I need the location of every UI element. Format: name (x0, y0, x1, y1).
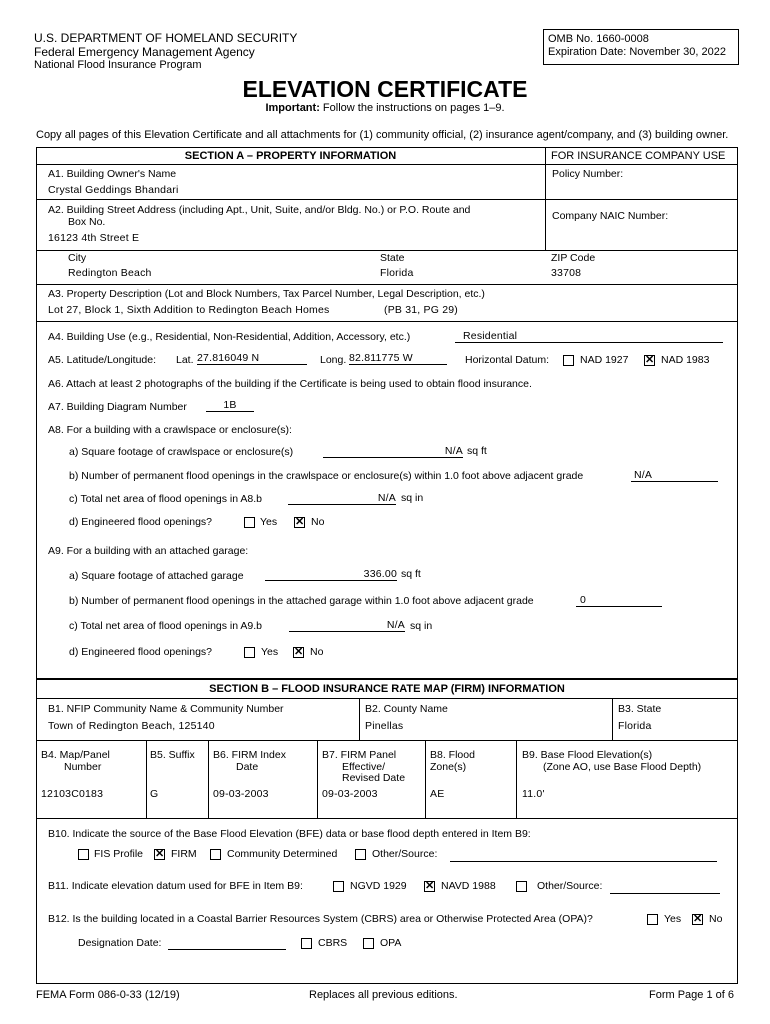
a8d-label: d) Engineered flood openings? (69, 516, 213, 528)
a8c-label: c) Total net area of flood openings in A8.b (69, 493, 263, 505)
b7-label: B7. FIRM Panel (322, 749, 397, 761)
form-number: FEMA Form 086-0-33 (12/19) (36, 989, 180, 1001)
replaces-note: Replaces all previous editions. (309, 989, 458, 1001)
nad1983-checkbox[interactable]: ✕ (645, 354, 655, 366)
b10-community-checkbox[interactable] (210, 849, 221, 860)
department-name: U.S. DEPARTMENT OF HOMELAND SECURITY (34, 31, 298, 45)
a7-label: A7. Building Diagram Number (48, 401, 187, 413)
b12-yes-checkbox[interactable] (647, 914, 658, 925)
a5-label: A5. Latitude/Longitude: (48, 354, 157, 366)
b10-other-source-field[interactable] (450, 848, 717, 862)
a2-label: A2. Building Street Address (including Apt., Unit, Suite, and/or Bldg. No.) or P.O. Route and (48, 204, 471, 216)
b7-label-cont2: Revised Date (342, 772, 406, 784)
expiration-date: Expiration Date: November 30, 2022 (548, 46, 726, 58)
b11-other-checkbox[interactable] (516, 881, 527, 892)
nad1983-label: NAD 1983 (661, 354, 710, 366)
designation-date-label: Designation Date: (78, 937, 162, 949)
b10-firm-label: FIRM (171, 848, 197, 860)
page-number: Form Page 1 of 6 (649, 989, 734, 1001)
a4-label: A4. Building Use (e.g., Residential, Non-Residential, Addition, Accessory, etc.) (48, 331, 411, 343)
b6-label-cont: Date (236, 761, 259, 773)
cbrs-checkbox[interactable] (301, 938, 312, 949)
section-a-heading: SECTION A – PROPERTY INFORMATION (184, 150, 397, 162)
a9c-unit: sq in (410, 620, 433, 632)
longitude-field[interactable]: 82.811775 W (349, 352, 447, 365)
latitude-field[interactable]: 27.816049 N (197, 352, 307, 365)
b8-flood-zone[interactable]: AE (430, 788, 445, 800)
a8c-unit: sq in (401, 492, 424, 504)
b6-label: B6. FIRM Index (213, 749, 286, 761)
a9b-flood-openings[interactable]: 0 (576, 594, 662, 607)
lat-label: Lat. (176, 354, 194, 366)
a8d-no-checkbox[interactable]: ✕ (295, 516, 305, 528)
a8d-yes-checkbox[interactable] (244, 517, 255, 528)
a9-label: A9. For a building with an attached garage: (48, 545, 249, 557)
b5-label: B5. Suffix (150, 749, 195, 761)
agency-name: Federal Emergency Management Agency (34, 45, 255, 59)
a8d-no-label: No (311, 516, 325, 528)
a9a-unit: sq ft (401, 568, 421, 580)
a8b-flood-openings[interactable]: N/A (631, 469, 718, 482)
navd1988-label: NAVD 1988 (441, 880, 496, 892)
b9-label: B9. Base Flood Elevation(s) (522, 749, 653, 761)
a9d-label: d) Engineered flood openings? (69, 646, 213, 658)
copy-note: Copy all pages of this Elevation Certificate and all attachments for (1) community official, (2) insurance agent/company, and (3) building owner. (36, 129, 729, 141)
a9d-yes-label: Yes (261, 646, 279, 658)
navd1988-checkbox[interactable]: ✕ (425, 880, 435, 892)
company-use-heading: FOR INSURANCE COMPANY USE (551, 150, 726, 162)
b9-base-flood-elevation[interactable]: 11.0' (522, 788, 545, 800)
b11-label: B11. Indicate elevation datum used for BFE in Item B9: (48, 880, 303, 892)
a7-diagram-number[interactable]: 1B (206, 399, 254, 412)
b12-label: B12. Is the building located in a Coastal Barrier Resources System (CBRS) area or Otherwise Protected Area (OPA)? (48, 913, 593, 925)
page-title: ELEVATION CERTIFICATE (242, 76, 528, 102)
cbrs-label: CBRS (318, 937, 348, 949)
a9a-label: a) Square footage of attached garage (69, 570, 244, 582)
a9a-garage-sqft[interactable]: 336.00 (265, 568, 397, 581)
nad1927-label: NAD 1927 (580, 354, 629, 366)
state-label: State (380, 252, 405, 264)
ngvd1929-checkbox[interactable] (333, 881, 344, 892)
a9d-yes-checkbox[interactable] (244, 647, 255, 658)
a9c-label: c) Total net area of flood openings in A9.b (69, 620, 263, 632)
zip-value[interactable]: 33708 (551, 267, 582, 279)
a8b-label: b) Number of permanent flood openings in the crawlspace or enclosure(s) within 1.0 foot above adjacent grade (69, 470, 584, 482)
b1-community[interactable]: Town of Redington Beach, 125140 (48, 720, 215, 732)
a9c-net-area[interactable]: N/A (289, 619, 405, 632)
section-b-heading: SECTION B – FLOOD INSURANCE RATE MAP (FIRM) INFORMATION (209, 683, 565, 695)
b2-county[interactable]: Pinellas (365, 720, 404, 732)
b4-label: B4. Map/Panel (41, 749, 110, 761)
city-value[interactable]: Redington Beach (68, 267, 152, 279)
a1-owner-name[interactable]: Crystal Geddings Bhandari (48, 184, 179, 196)
a8d-yes-label: Yes (260, 516, 278, 528)
b10-firm-checkbox[interactable]: ✕ (155, 848, 165, 860)
b1-label: B1. NFIP Community Name & Community Number (48, 703, 284, 715)
a8-label: A8. For a building with a crawlspace or enclosure(s): (48, 424, 292, 436)
a4-building-use[interactable]: Residential (455, 330, 723, 343)
ngvd1929-label: NGVD 1929 (350, 880, 407, 892)
b10-fis-checkbox[interactable] (78, 849, 89, 860)
state-value[interactable]: Florida (380, 267, 414, 279)
b10-label: B10. Indicate the source of the Base Flood Elevation (BFE) data or base flood depth entered in Item B9: (48, 828, 531, 840)
important-note (0, 102, 770, 114)
b5-suffix[interactable]: G (150, 788, 159, 800)
b12-no-checkbox[interactable]: ✕ (693, 913, 703, 925)
b3-state[interactable]: Florida (618, 720, 652, 732)
a2-label-cont: Box No. (68, 216, 106, 228)
important-text: Follow the instructions on pages 1–9. (322, 102, 505, 114)
a9b-label: b) Number of permanent flood openings in the attached garage within 1.0 foot above adjacent grade (69, 595, 534, 607)
b11-other-source-field[interactable] (610, 880, 720, 894)
designation-date-field[interactable] (168, 936, 286, 950)
a3-plat-book[interactable]: (PB 31, PG 29) (384, 304, 458, 316)
a3-property-description[interactable]: Lot 27, Block 1, Sixth Addition to Redington Beach Homes (48, 304, 330, 316)
horizontal-datum-label: Horizontal Datum: (465, 354, 550, 366)
b2-label: B2. County Name (365, 703, 448, 715)
city-label: City (68, 252, 87, 264)
b4-map-panel[interactable]: 12103C0183 (41, 788, 104, 800)
long-label: Long. (320, 354, 347, 366)
b6-firm-index-date[interactable]: 09-03-2003 (213, 788, 269, 800)
b10-other-label: Other/Source: (372, 848, 438, 860)
a2-street-address[interactable]: 16123 4th Street E (48, 232, 140, 244)
b8-label-cont: Zone(s) (430, 761, 467, 773)
naic-number-label: Company NAIC Number: (552, 210, 669, 222)
omb-number: OMB No. 1660-0008 (548, 33, 649, 45)
b11-other-label: Other/Source: (537, 880, 603, 892)
b12-yes-label: Yes (664, 913, 682, 925)
a8a-crawlspace-sqft[interactable]: N/A (323, 445, 463, 458)
b4-label-cont: Number (64, 761, 102, 773)
a1-label: A1. Building Owner's Name (48, 168, 177, 180)
policy-number-label: Policy Number: (552, 168, 624, 180)
b10-fis-label: FIS Profile (94, 848, 144, 860)
a9d-no-checkbox[interactable]: ✕ (294, 646, 304, 658)
b7-firm-panel-date[interactable]: 09-03-2003 (322, 788, 378, 800)
a8a-label: a) Square footage of crawlspace or enclosure(s) (69, 446, 294, 458)
b10-other-checkbox[interactable] (355, 849, 366, 860)
b12-no-label: No (709, 913, 723, 925)
a8a-unit: sq ft (467, 445, 487, 457)
b8-label: B8. Flood (430, 749, 475, 761)
zip-label: ZIP Code (551, 252, 596, 264)
b9-label-cont: (Zone AO, use Base Flood Depth) (543, 761, 702, 773)
b3-label: B3. State (618, 703, 662, 715)
b7-label-cont: Effective/ (342, 761, 385, 773)
nad1927-checkbox[interactable] (563, 355, 574, 366)
a8c-net-area[interactable]: N/A (288, 492, 396, 505)
important-label: Important: (265, 102, 320, 114)
a6-label: A6. Attach at least 2 photographs of the building if the Certificate is being used to obtain flood insurance. (48, 378, 532, 390)
program-name: National Flood Insurance Program (34, 59, 202, 71)
a3-label: A3. Property Description (Lot and Block Numbers, Tax Parcel Number, Legal Description, etc.) (48, 288, 485, 300)
opa-checkbox[interactable] (363, 938, 374, 949)
b10-community-label: Community Determined (227, 848, 338, 860)
a9d-no-label: No (310, 646, 324, 658)
opa-label: OPA (380, 937, 402, 949)
